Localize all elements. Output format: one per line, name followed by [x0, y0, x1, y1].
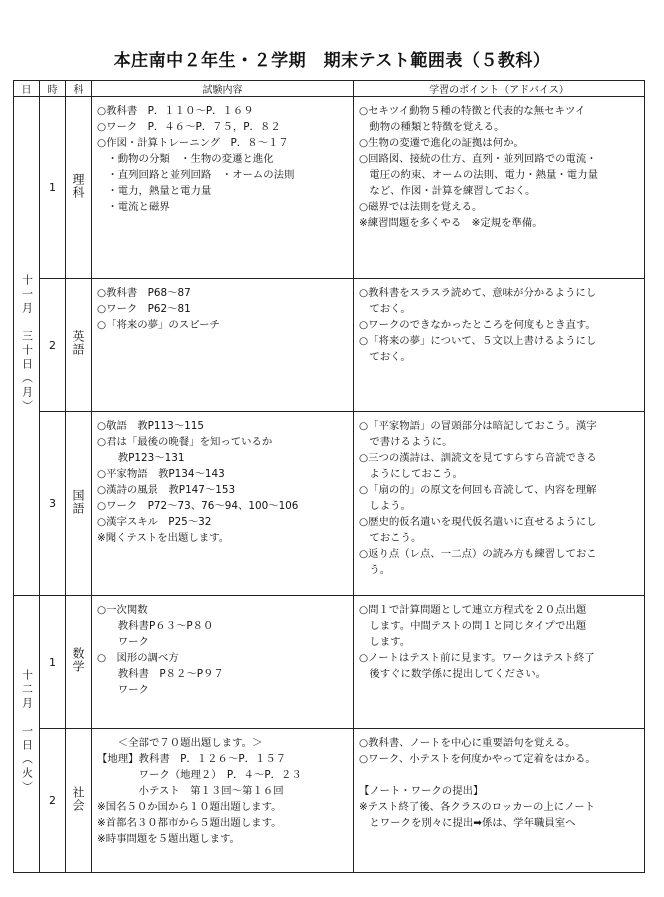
text-line: しよう。: [359, 500, 411, 512]
content-cell: [92, 412, 354, 596]
text-line: ○平家物語 教P134～143: [97, 468, 225, 480]
text-line: 教P123～131: [97, 452, 185, 464]
content-cell: [92, 596, 354, 729]
subject-cell-japanese: [66, 412, 92, 596]
text-line: ○ワーク P62～81: [97, 303, 191, 315]
text-line: ○返り点（レ点、一二点）の読み方も練習しておこ: [359, 548, 597, 560]
table-row-science: [14, 97, 645, 279]
period-cell: 2: [40, 729, 66, 873]
advice-cell: [354, 97, 645, 279]
period-cell: 1: [40, 97, 66, 279]
text-line: ○漢詩の風景 教P147～153: [97, 484, 236, 496]
text-line: ※国名５０か国から１０題出題します。: [97, 801, 282, 813]
text-line: ※練習問題を多くやる ※定規を準備。: [359, 217, 543, 229]
subject-cell-social: [66, 729, 92, 873]
subject-label: 社会: [71, 785, 85, 812]
content-cell: [92, 279, 354, 412]
subject-label: 数学: [71, 647, 85, 673]
subject-cell-english: [66, 279, 92, 412]
text-line: ＜全部で７０題出題します。＞: [97, 737, 263, 749]
text-line: ワーク: [97, 684, 149, 696]
text-line: 後すぐに数学係に提出してください。: [359, 668, 547, 680]
text-line: ○ワークのできなかったところを何度もとき直す。: [359, 319, 596, 331]
text-line: ○君は「最後の晩餐」を知っているか: [97, 436, 273, 448]
page-title: 本庄南中２年生・２学期 期末テスト範囲表（５教科）: [113, 51, 551, 71]
text-line: ワーク: [97, 636, 149, 648]
text-line: ておこう。: [359, 532, 422, 544]
text-line: 教科書P６３～P８０: [97, 620, 214, 632]
text-line: 電圧の約束、オームの法則、電力・熱量・電力量: [359, 169, 598, 181]
period-cell: 1: [40, 596, 66, 729]
subject-label: 理科: [71, 172, 85, 199]
text-line: ○「将来の夢」について、５文以上書けるようにし: [359, 335, 597, 347]
text-line: ○ノートはテスト前に見ます。ワークはテスト終了: [359, 652, 595, 664]
text-line: ○教科書 P68～87: [97, 287, 191, 299]
text-line: ○教科書 P．１１０～P．１６９: [97, 105, 254, 117]
text-line: ○教科書をスラスラ読めて、意味が分かるようにし: [359, 287, 597, 299]
text-line: ・動物の分類 ・生物の変遷と進化: [97, 153, 274, 165]
text-line: ておく。: [359, 351, 411, 363]
header-period: 時: [40, 81, 66, 97]
text-line: ○三つの漢詩は、訓読文を見てすらすら音読できる: [359, 452, 597, 464]
period-cell: 2: [40, 279, 66, 412]
text-line: 動物の種類と特徴を覚える。: [359, 121, 505, 133]
text-line: ・直列回路と並列回路 ・オームの法則: [97, 169, 295, 181]
subject-cell-science: [66, 97, 92, 279]
text-line: ○ワーク、小テストを何度かやって定着をはかる。: [359, 753, 596, 765]
text-line: 小テスト 第１３回～第１６回: [97, 785, 284, 797]
text-line: ○一次関数: [97, 604, 148, 616]
text-line: [359, 767, 640, 783]
advice-cell: [354, 596, 645, 729]
text-line: 【ノート・ワークの提出】: [359, 785, 484, 797]
date-cell-dec1: [14, 596, 40, 873]
text-line: ○教科書、ノートを中心に重要語句を覚える。: [359, 737, 576, 749]
text-line: 【地理】教科書 P．１２６～P．１５７: [97, 753, 287, 765]
text-line: ※テスト終了後、各クラスのロッカーの上にノート: [359, 801, 596, 813]
text-line: ○磁界では法則を覚える。: [359, 201, 483, 213]
advice-cell: [354, 279, 645, 412]
advice-cell: [354, 729, 645, 873]
period-cell: 3: [40, 412, 66, 596]
text-line: ・電力，熱量と電力量: [97, 185, 212, 197]
date-label: 十一月 三十日（月）: [20, 274, 34, 414]
text-line: ○歴史的仮名遣いを現代仮名遣いに直せるようにし: [359, 516, 597, 528]
header-content: 試験内容: [92, 81, 354, 97]
text-line: します。: [359, 636, 411, 648]
table-row-english: [14, 279, 645, 412]
table-row-math: [14, 596, 645, 729]
text-line: ○生物の変遷で進化の証拠は何か。: [359, 137, 524, 149]
text-line: ておく。: [359, 303, 411, 315]
header-subject: 科: [66, 81, 92, 97]
text-line: ○問１で計算問題として連立方程式を２０点出題: [359, 604, 587, 616]
table-row-social: [14, 729, 645, 873]
date-label: 十二月 一日（火）: [20, 669, 34, 795]
text-line: ※聞くテストを出題します。: [97, 532, 230, 544]
text-line: ○セキツイ動物５種の特徴と代表的な無セキツイ: [359, 105, 586, 117]
subject-label: 英語: [71, 330, 85, 356]
table-row-japanese: [14, 412, 645, 596]
header-row: [14, 81, 645, 97]
text-line: します。中間テストの問１と同じタイプで出題: [359, 620, 587, 632]
text-line: ○ワーク P72～73、76～94、100～106: [97, 500, 299, 512]
content-cell: [92, 729, 354, 873]
subject-label: 国語: [71, 488, 85, 515]
text-line: ○「平家物語」の冒頭部分は暗記しておこう。漢字: [359, 420, 597, 432]
text-line: ○漢字スキル P25～32: [97, 516, 212, 528]
subject-cell-math: [66, 596, 92, 729]
exam-range-table: [13, 80, 645, 873]
text-line: など、作図・計算を練習しておく。: [359, 185, 536, 197]
text-line: う。: [359, 564, 391, 576]
content-cell: [92, 97, 354, 279]
text-line: ○ 図形の調べ方: [97, 652, 179, 664]
text-line: で書けるように。: [359, 436, 453, 448]
text-line: ○「扇の的」の原文を何回も音読して、内容を理解: [359, 484, 597, 496]
date-cell-nov30: [14, 97, 40, 596]
text-line: ○ワーク P．４６～P．７５，P．８２: [97, 121, 281, 133]
text-line: ようにしておこう。: [359, 468, 463, 480]
text-line: ワーク（地理２） P．４～P．２３: [97, 769, 302, 781]
text-line: ※時事問題を５題出題します。: [97, 833, 240, 845]
advice-cell: [354, 412, 645, 596]
text-line: ○敬語 教P113～115: [97, 420, 204, 432]
text-line: ○作図・計算トレーニング P．８～１７: [97, 137, 289, 149]
text-line: とワークを別々に提出➡係は、学年職員室へ: [359, 817, 576, 829]
text-line: 教科書 P８２～P９７: [97, 668, 224, 680]
text-line: ○回路図、接続の仕方、直列・並列回路での電流・: [359, 153, 597, 165]
header-date: 日: [14, 81, 40, 97]
text-line: ○「将来の夢」のスピーチ: [97, 319, 220, 331]
header-advice: 学習のポイント（アドバイス）: [354, 81, 645, 97]
text-line: ・電流と磁界: [97, 201, 170, 213]
text-line: ※首都名３０都市から５題出題します。: [97, 817, 282, 829]
